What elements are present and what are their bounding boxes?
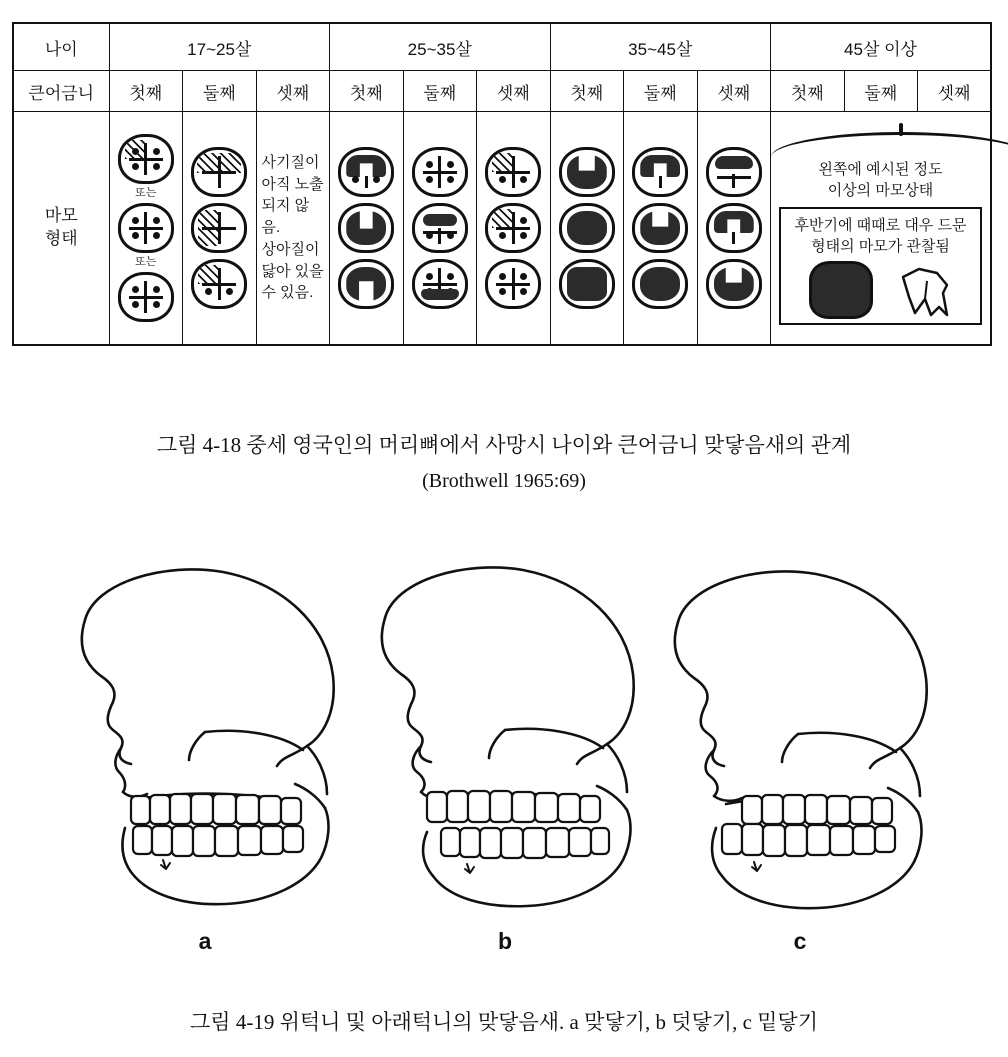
- tooth-diagram: [338, 259, 394, 309]
- tooth-diagram: [412, 147, 468, 197]
- wear-cell-25-35-second: [403, 112, 477, 346]
- molar-label: 셋째: [256, 71, 330, 112]
- wear-cell-25-35-third: [477, 112, 551, 346]
- tooth-diagram: [191, 147, 247, 197]
- tooth-diagram: [118, 203, 174, 253]
- figure-419-illustrations: [0, 560, 1008, 980]
- molar-label: 셋째: [918, 71, 992, 112]
- caption-main: 그림 4-19 위턱니 및 아래턱니의 맞닿음새. a 맞닿기, b 덧닿기, c 밑닿기: [190, 1010, 818, 1034]
- tooth-diagram: [632, 259, 688, 309]
- wear-cell-25-35-first: [330, 112, 404, 346]
- wear-cell-17-25-second: [183, 112, 257, 346]
- row-header-age: 나이: [13, 23, 109, 71]
- table-row: [13, 23, 991, 71]
- tooth-diagram: [412, 203, 468, 253]
- skull-label-a: a: [198, 928, 212, 954]
- table-row: [13, 71, 991, 112]
- note-box-45: [779, 207, 982, 325]
- or-label: 또는: [135, 256, 157, 268]
- figure-418-caption: [0, 428, 1008, 498]
- tooth-diagram: [485, 147, 541, 197]
- skull-diagram-a: [55, 560, 355, 960]
- tooth-diagram: [632, 147, 688, 197]
- wear-table-container: [12, 22, 992, 346]
- wear-cell-17-25-first: [109, 112, 183, 346]
- caption-sub: (Brothwell 1965:69): [422, 469, 586, 492]
- age-group-45-plus: 45살 이상: [771, 23, 992, 71]
- wear-cell-17-25-third-note: 사기질이 아직 노출 되지 않음. 상아질이 닳아 있을 수 있음.: [256, 112, 330, 346]
- wear-cell-45-plus: [771, 112, 992, 346]
- wear-cell-35-45-first: [550, 112, 624, 346]
- skull-diagram-b: [355, 560, 655, 960]
- molar-label: 둘째: [403, 71, 477, 112]
- side-tooth-diagram: [897, 263, 953, 319]
- tooth-diagram: [191, 259, 247, 309]
- row-header-wear-pattern: 마모 형태: [13, 112, 109, 346]
- tooth-diagram: [706, 203, 762, 253]
- caption-main: 그림 4-18 중세 영국인의 머리뼈에서 사망시 나이와 큰어금니 맞닿음새의 관계: [156, 433, 852, 457]
- molar-label: 셋째: [477, 71, 551, 112]
- molar-label: 둘째: [183, 71, 257, 112]
- molar-label: 둘째: [844, 71, 918, 112]
- tooth-diagram: [338, 147, 394, 197]
- tooth-diagram: [485, 259, 541, 309]
- tooth-diagram: [559, 203, 615, 253]
- brace-decoration: [771, 132, 1008, 157]
- tooth-diagram: [338, 203, 394, 253]
- wear-cell-35-45-second: [624, 112, 698, 346]
- skull-label-c: c: [793, 928, 807, 954]
- note-box-text: 후반기에 때때로 대우 드문 형태의 마모가 관찰됨: [794, 216, 967, 255]
- molar-wear-table: [12, 22, 992, 346]
- skull-label-b: b: [497, 928, 513, 954]
- molar-label: 첫째: [330, 71, 404, 112]
- tooth-diagram: [412, 259, 468, 309]
- wear-cell-35-45-third: [697, 112, 771, 346]
- molar-label: 첫째: [771, 71, 845, 112]
- tooth-diagram: [559, 259, 615, 309]
- tooth-diagram: [118, 272, 174, 322]
- skull-diagram-c: [650, 560, 950, 960]
- molar-label: 첫째: [109, 71, 183, 112]
- age-group-35-45: 35~45살: [550, 23, 771, 71]
- or-label: 또는: [135, 187, 157, 199]
- tooth-diagram: [632, 203, 688, 253]
- age-group-25-35: 25~35살: [330, 23, 551, 71]
- row-header-molar: 큰어금니: [13, 71, 109, 112]
- figure-419-caption: [0, 1005, 1008, 1041]
- tooth-diagram: [559, 147, 615, 197]
- tooth-diagram: [191, 203, 247, 253]
- worn-molar-diagram: [809, 261, 873, 319]
- tooth-diagram: [706, 259, 762, 309]
- table-row: [13, 112, 991, 346]
- molar-label: 첫째: [550, 71, 624, 112]
- tooth-diagram: [118, 134, 174, 184]
- note-45-brace: 왼쪽에 예시된 정도 이상의 마모상태: [818, 160, 943, 199]
- molar-label: 셋째: [697, 71, 771, 112]
- tooth-diagram: [706, 147, 762, 197]
- molar-label: 둘째: [624, 71, 698, 112]
- age-group-17-25: 17~25살: [109, 23, 330, 71]
- tooth-diagram: [485, 203, 541, 253]
